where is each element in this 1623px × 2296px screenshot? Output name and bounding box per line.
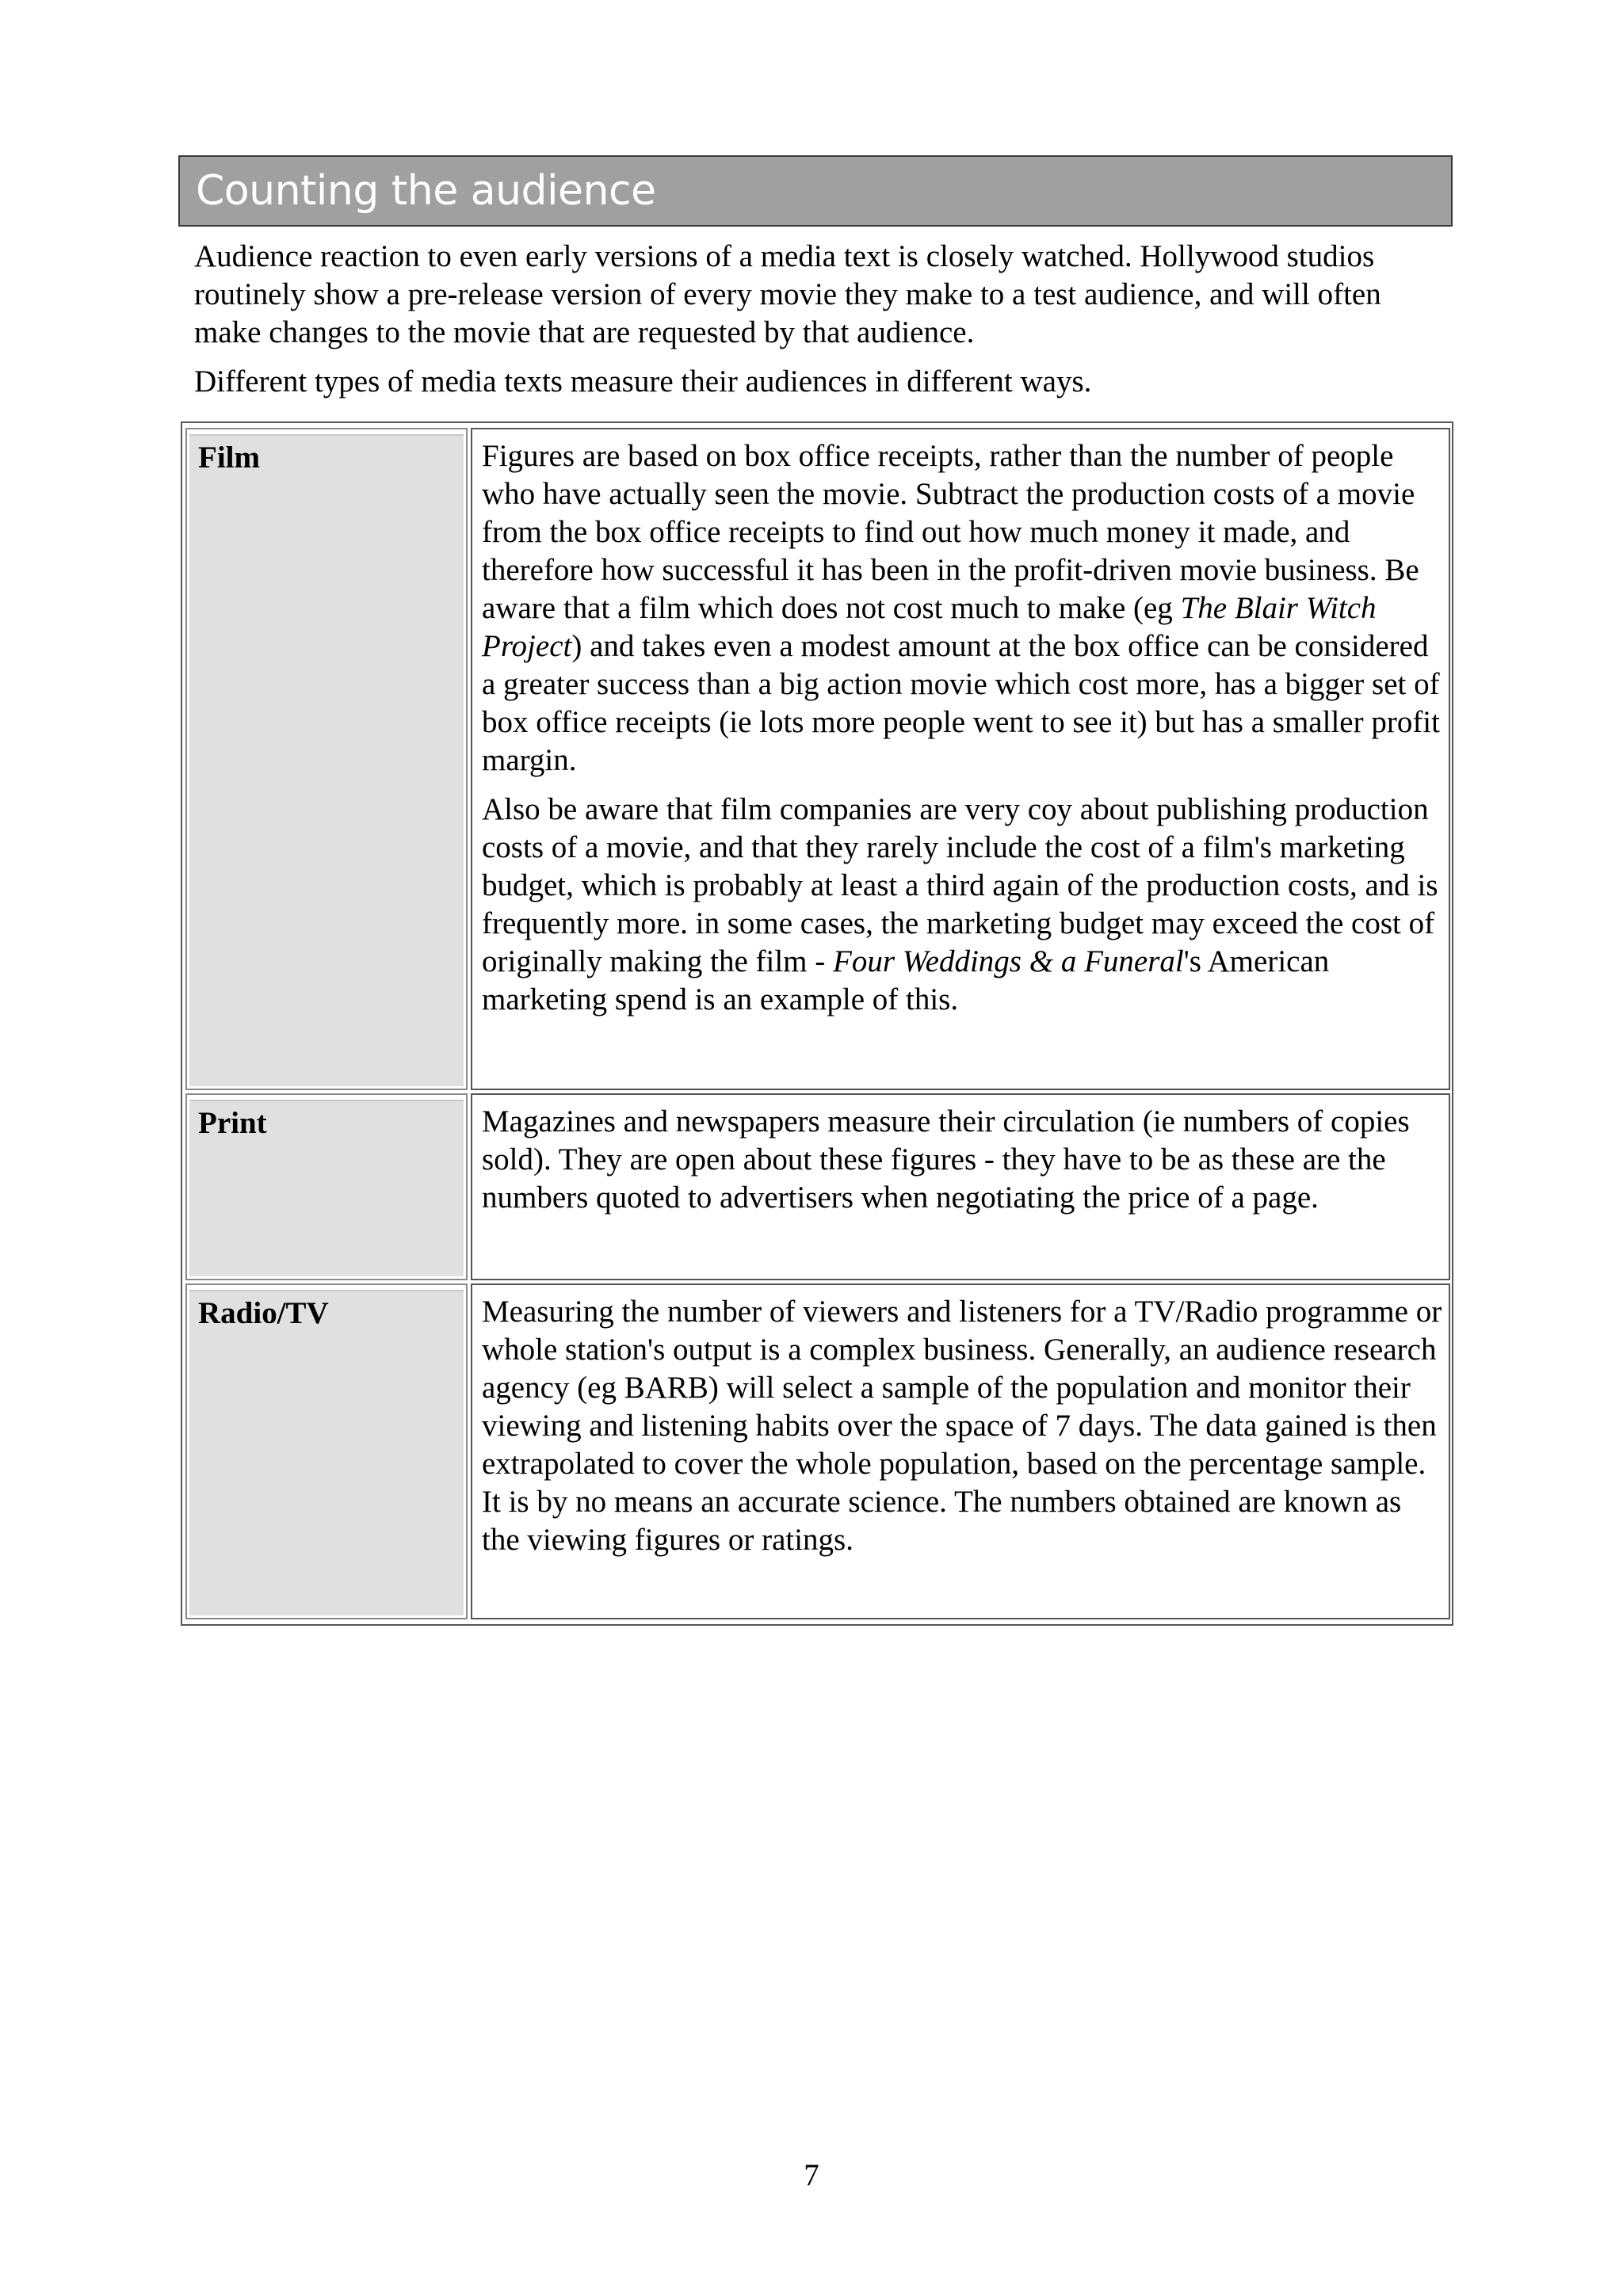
table-row-film — [185, 428, 1450, 1090]
section-heading: Counting the audience — [196, 167, 656, 215]
print-paragraph: Magazines and newspapers measure their circulation (ie numbers of copies sold). They are open about these figures - they have to be as these are the numbers quoted to advertisers when negotiating the price of a page. — [482, 1104, 1410, 1215]
row-label-print: Print — [189, 1100, 464, 1276]
row-description-film — [471, 428, 1450, 1090]
row-description-radio-tv — [471, 1283, 1450, 1619]
table-row-radio-tv — [185, 1283, 1450, 1619]
film-p2-text-end: 's American marketing spend is an example of this. — [482, 944, 1330, 1016]
film-paragraph-1 — [482, 437, 1442, 780]
intro-paragraph-1: Audience reaction to even early versions of a media text is closely watched. Hollywood studios routinely show a pre-release version of every movie they make to a test audience, and will often make changes to the movie that are requested by that audience. — [194, 239, 1381, 349]
film-p1-text-start: Figures are based on box office receipts, rather than the number of people who have actually seen the movie. Subtract the production costs of a movie from the box office receipts to find out how much money it made, and therefore how successful it has been in the profit-driven movie business. Be aware that a film which does not cost much to make (eg — [482, 439, 1419, 625]
table-row-print — [185, 1093, 1450, 1280]
row-description-print — [471, 1093, 1450, 1280]
film-paragraph-2 — [482, 791, 1442, 1019]
film-p1-text-end: ) and takes even a modest amount at the box office can be considered a greater success than a big action movie which cost more, has a bigger set of box office receipts (ie lots more people went to see it) but has a smaller profit margin. — [482, 629, 1440, 777]
page-number: 7 — [804, 2158, 819, 2192]
media-measurement-table — [181, 421, 1453, 1626]
section-heading-bar — [178, 155, 1453, 227]
intro-paragraph-2: Different types of media texts measure their audiences in different ways. — [194, 364, 1092, 399]
row-label-cell — [185, 1283, 468, 1619]
film-title-blair-witch: The Blair Witch Project — [482, 591, 1377, 663]
film-p2-text-start: Also be aware that film companies are very coy about publishing production costs of a movie, and that they rarely include the cost of a film's marketing budget, which is probably at least a third again of the production costs, and is frequently more. in some cases, the marketing budget may exceed the cost of originally making the film - — [482, 792, 1438, 978]
row-label-film: Film — [189, 434, 464, 1086]
radio-tv-paragraph: Measuring the number of viewers and listeners for a TV/Radio programme or whole station's output is a complex business. Generally, an audience research agency (eg BARB) will select a sample of the population and monitor their viewing and listening habits over the space of 7 days. The data gained is then extrapolated to cover the whole population, based on the percentage sample. It is by no means an accurate science. The numbers obtained are known as the viewing figures or ratings. — [482, 1295, 1442, 1557]
intro-text — [194, 238, 1454, 412]
row-label-cell — [185, 428, 468, 1090]
row-label-cell — [185, 1093, 468, 1280]
film-title-four-weddings: Four Weddings & a Funeral — [833, 944, 1184, 978]
row-label-radio-tv: Radio/TV — [189, 1290, 464, 1615]
